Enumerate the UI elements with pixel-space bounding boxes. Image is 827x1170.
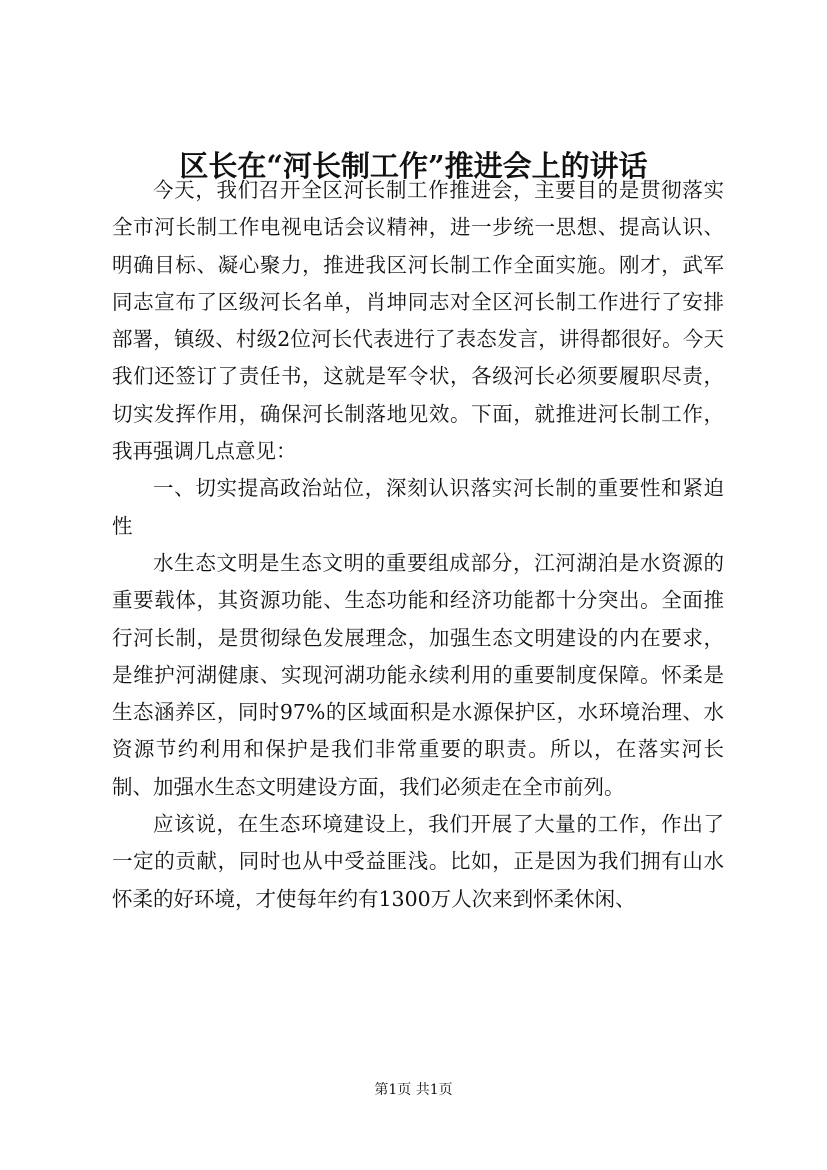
paragraph-intro: 今天，我们召开全区河长制工作推进会，主要目的是贯彻落实全市河长制工作电视电话会议精神，进一步统一思想、提高认识、明确目标、凝心聚力，推进我区河长制工作全面实施。刚才，武军同志宣布了区级河长名单，肖坤同志对全区河长制工作进行了安排部署，镇级、村级2位河长代表进行了表态发言，讲得都很好。今天我们还签订了责任书，这就是军令状，各级河长必须要履职尽责，切实发挥作用，确保河长制落地见效。下面，就推进河长制工作，我再强调几点意见： — [112, 178, 724, 464]
document-title: 区长在“河长制工作”推进会上的讲话 — [179, 149, 648, 183]
page-footer: 第1页 共1页 — [374, 1082, 453, 1098]
paragraph-water-ecology: 水生态文明是生态文明的重要组成部分，江河湖泊是水资源的重要载体，其资源功能、生态功能和经济功能都十分突出。全面推行河长制，是贯彻绿色发展理念，加强生态文明建设的内在要求，是维护河湖健康、实现河湖功能永续利用的重要制度保障。怀柔是生态涵养区，同时97%的区域面积是水源保护区，水环境治理、水资源节约利用和保护是我们非常重要的职责。所以，在落实河长制、加强水生态文明建设方面，我们必须走在全市前列。 — [112, 550, 724, 799]
section-heading-1: 一、切实提高政治站位，深刻认识落实河长制的重要性和紧迫性 — [112, 476, 724, 538]
document-body — [112, 172, 724, 918]
paragraph-achievements: 应该说，在生态环境建设上，我们开展了大量的工作，作出了一定的贡献，同时也从中受益匪浅。比如，正是因为我们拥有山水怀柔的好环境，才使每年约有1300万人次来到怀柔休闲、 — [112, 812, 724, 911]
